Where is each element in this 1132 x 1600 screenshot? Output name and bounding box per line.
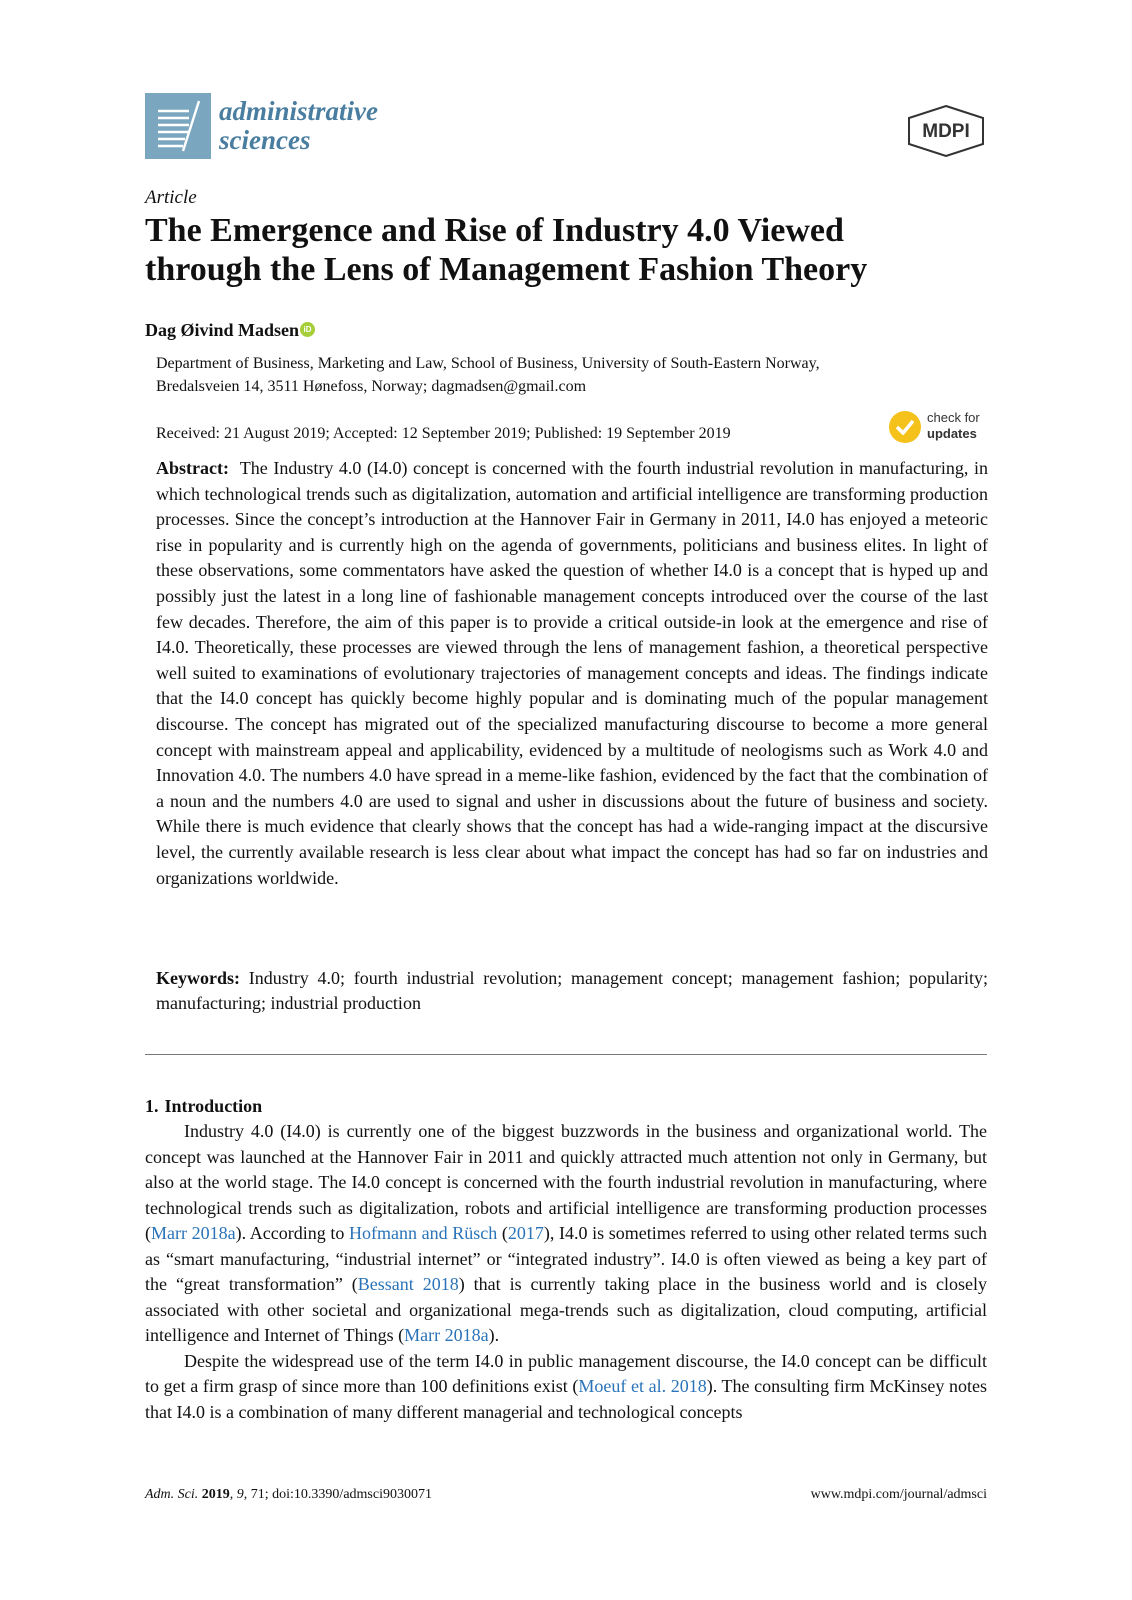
footer-citation: Adm. Sci. 2019, 9, 71; doi:10.3390/admsci9030071 bbox=[145, 1487, 432, 1502]
p2-text-a: Despite the widespread use of the term I4.0 in public management discourse, the I4.0 concept can be difficult to get a firm grasp of since more than 100 definitions exist ( bbox=[145, 1350, 987, 1396]
author-name: Dag Øivind Madsen bbox=[145, 320, 300, 340]
footer-doi: , 71; doi:10.3390/admsci9030071 bbox=[243, 1487, 432, 1502]
citation-link[interactable]: Moeuf et al. 2018 bbox=[578, 1376, 707, 1396]
title-line1: The Emergence and Rise of Industry 4.0 Viewed bbox=[145, 212, 844, 249]
p1-text-c: ( bbox=[497, 1223, 508, 1243]
section-divider bbox=[145, 1054, 987, 1055]
journal-name bbox=[219, 97, 378, 155]
paper-title bbox=[145, 211, 1005, 289]
citation-link[interactable]: Marr 2018a bbox=[151, 1223, 236, 1243]
mdpi-logo-text: MDPI bbox=[922, 121, 970, 142]
section-title: Introduction bbox=[164, 1096, 263, 1116]
p1-text-d: ), I4.0 is sometimes referred to using other related terms such as “smart manufacturing, “industrial internet” or “integrated industry”. I4.0 is often viewed as being a key part of the “great transformation” ( bbox=[145, 1223, 987, 1294]
check-updates-line2: updates bbox=[927, 426, 977, 441]
title-line2: through the Lens of Management Fashion Theory bbox=[145, 251, 868, 288]
p1-text-b: ). According to bbox=[235, 1223, 349, 1243]
section-body bbox=[145, 1119, 987, 1425]
citation-link[interactable]: Hofmann and Rüsch bbox=[348, 1223, 498, 1243]
p1-text-f: ). bbox=[488, 1325, 500, 1345]
article-type: Article bbox=[145, 187, 197, 208]
mdpi-logo bbox=[905, 105, 987, 157]
keywords bbox=[156, 966, 988, 1016]
affiliation-line2: Bredalsveien 14, 3511 Hønefoss, Norway; dagmadsen@gmail.com bbox=[156, 378, 587, 395]
paragraph-2 bbox=[145, 1349, 987, 1426]
affiliation bbox=[156, 352, 996, 398]
footer-year: 2019 bbox=[201, 1487, 230, 1502]
citation-link[interactable]: Bessant 2018 bbox=[357, 1274, 459, 1294]
abstract bbox=[156, 456, 988, 891]
check-updates-icon bbox=[889, 411, 921, 443]
orcid-icon[interactable]: iD bbox=[300, 322, 315, 337]
footer-journal-abbrev: Adm. Sci. bbox=[145, 1487, 199, 1502]
keywords-label: Keywords: bbox=[156, 968, 240, 988]
paragraph-1 bbox=[145, 1119, 987, 1349]
author bbox=[145, 320, 315, 341]
citation-link[interactable]: 2017 bbox=[507, 1223, 544, 1243]
p1-text-e: ) that is currently taking place in the business world and is closely associated with other societal and organizational mega-trends such as digitalization, cloud computing, artificial intelligence and Internet of Things ( bbox=[145, 1274, 988, 1345]
p1-text-a: Industry 4.0 (I4.0) is currently one of the biggest buzzwords in the business and organizational world. The concept was launched at the Hannover Fair in 2011 and quickly attracted much attention not only in Germany, but also at the world stage. The I4.0 concept is concerned with the fourth industrial revolution in manufacturing, where technological trends such as digitalization, robots and artificial intelligence are transforming production processes ( bbox=[145, 1121, 987, 1243]
journal-name-line2: sciences bbox=[219, 125, 311, 155]
check-updates-line1: check for bbox=[927, 410, 980, 425]
footer-url[interactable]: www.mdpi.com/journal/admsci bbox=[810, 1487, 987, 1502]
abstract-text: The Industry 4.0 (I4.0) concept is concerned with the fourth industrial revolution in manufacturing, in which technological trends such as digitalization, automation and artificial intelligence are transforming production processes. Since the concept’s introduction at the Hannover Fair in Germany in 2011, I4.0 has enjoyed a meteoric rise in popularity and is currently high on the agenda of governments, politicians and business elites. In light of these observations, some commentators have asked the question of whether I4.0 is a concept that is hyped up and possibly just the latest in a long line of fashionable management concepts introduced over the course of the last few decades. Therefore, the aim of this paper is to provide a critical outside-in look at the emergence and rise of I4.0. Theoretically, these processes are viewed through the lens of management fashion, a theoretical perspective well suited to examinations of evolutionary trajectories of management concepts and ideas. The findings indicate that the I4.0 concept has quickly become highly popular and is dominating much of the popular management discourse. The concept has migrated out of the specialized manufacturing discourse to become a more general concept with mainstream appeal and applicability, evidenced by a multitude of neologisms such as Work 4.0 and Innovation 4.0. The numbers 4.0 have spread in a meme-like fashion, evidenced by the fact that the combination of a noun and the numbers 4.0 are used to signal and usher in discussions about the future of business and society. While there is much evidence that clearly shows that the concept has had a wide-ranging impact at the discursive level, the currently available research is less clear about what impact the concept has had so far on industries and organizations worldwide. bbox=[156, 458, 988, 888]
publication-dates: Received: 21 August 2019; Accepted: 12 September 2019; Published: 19 September 2019 bbox=[156, 425, 731, 442]
journal-logo-icon bbox=[145, 93, 211, 159]
section-number: 1. bbox=[145, 1096, 159, 1116]
affiliation-line1: Department of Business, Marketing and Law, School of Business, University of South-Eastern Norway, bbox=[156, 355, 820, 372]
p2-text-b: ). The consulting firm McKinsey notes that I4.0 is a combination of many different managerial and technological concepts bbox=[145, 1376, 987, 1422]
keywords-text: Industry 4.0; fourth industrial revolution; management concept; management fashion; popularity; manufacturing; industrial production bbox=[156, 968, 988, 1013]
section-heading bbox=[145, 1096, 268, 1117]
footer-volume: 9 bbox=[236, 1487, 244, 1502]
citation-link[interactable]: Marr 2018a bbox=[404, 1325, 489, 1345]
journal-name-line1: administrative bbox=[219, 96, 379, 126]
abstract-label: Abstract: bbox=[156, 458, 229, 478]
check-for-updates-badge[interactable] bbox=[889, 410, 999, 450]
